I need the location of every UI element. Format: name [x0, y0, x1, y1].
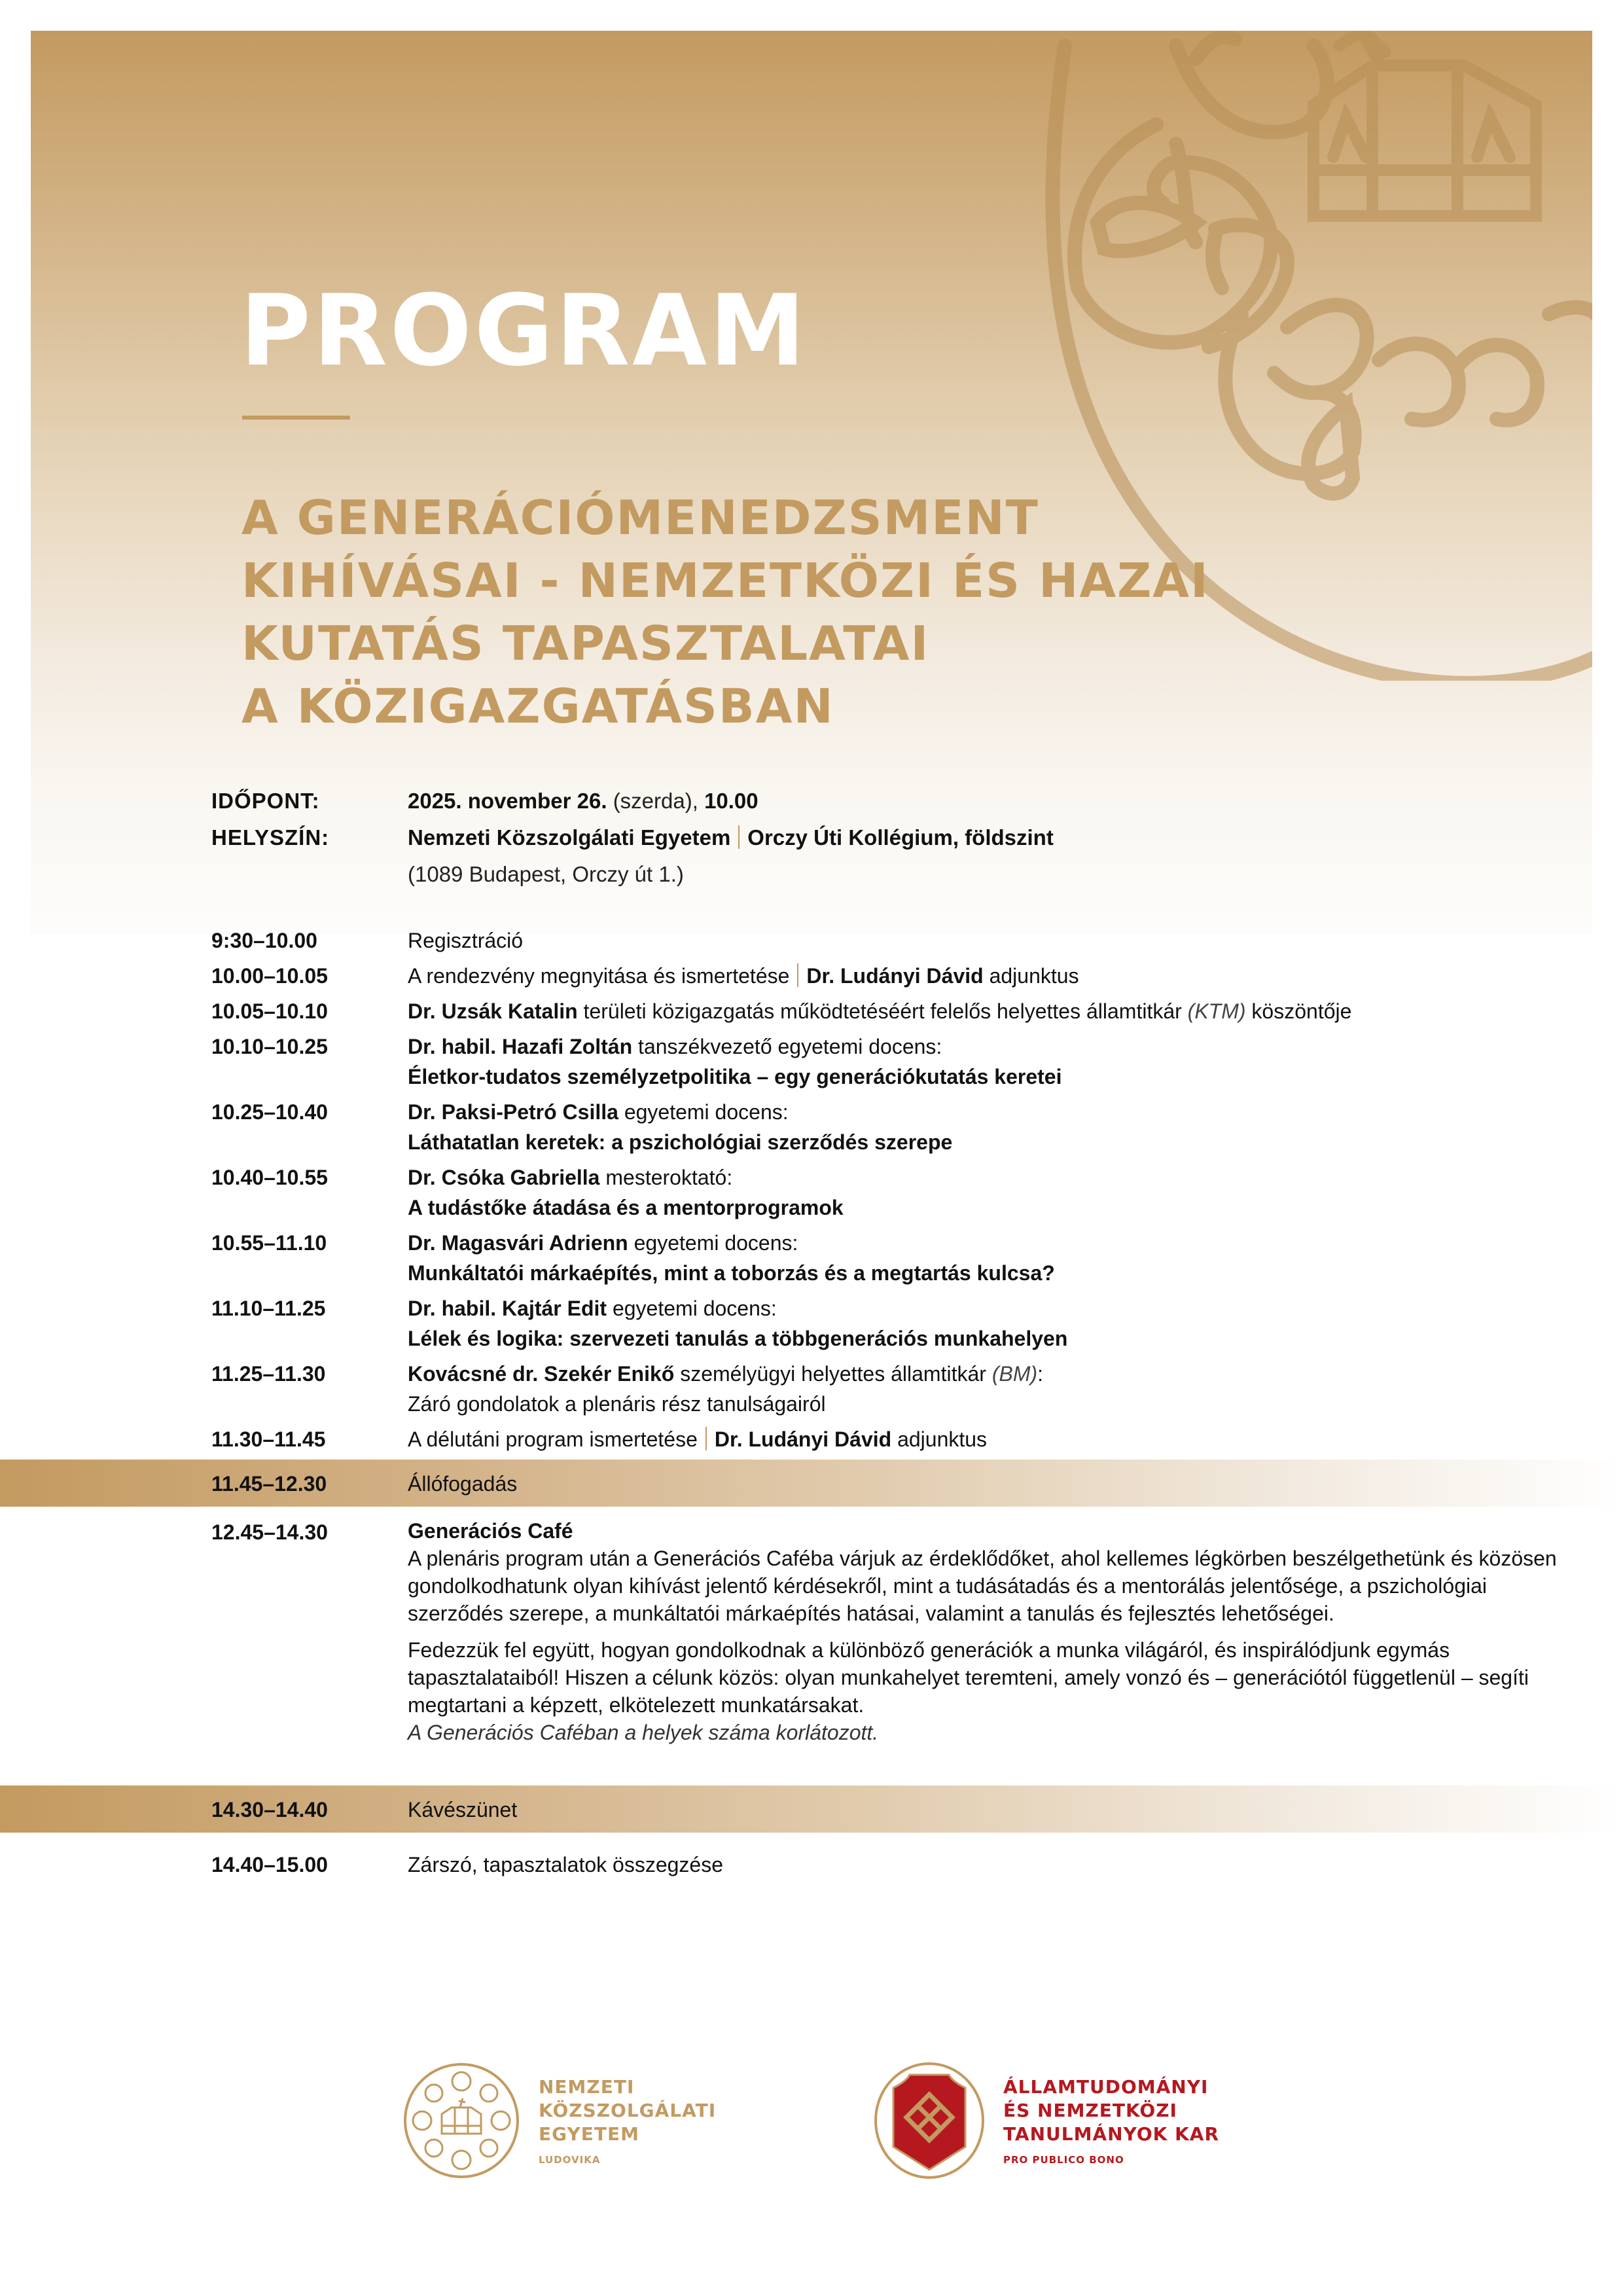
cafe-paragraph: A plenáris program után a Generációs Caféba várjuk az érdeklődőket, ahol kellemes légkörben beszélgethetünk és közösen gondolkodhatunk olyan kihívást jelentő kérdésekről, mint a tudásátadás és a mentorálás jelentősége, a pszichológiai szerződés szerepe, a munkáltatói márkaépítés hatásai, valamint a tanulás és fejlesztés lehetőségei. [408, 1547, 1557, 1625]
speaker-name: Dr. Paksi-Petró Csilla [408, 1100, 618, 1124]
speaker-name: Dr. Csóka Gabriella [408, 1166, 600, 1189]
speaker-org: (KTM) [1187, 999, 1246, 1023]
speaker-role: egyetemi docens: [633, 1231, 798, 1255]
logo-line: TANULMÁNYOK KAR [1003, 2123, 1220, 2145]
schedule-row [211, 1850, 723, 1880]
logo-line: ÁLLAMTUDOMÁNYI [1003, 2076, 1209, 2098]
schedule-row [211, 1097, 1573, 1157]
address-row [211, 862, 1054, 899]
speaker-role: mesteroktató: [605, 1166, 733, 1189]
nke-logo [402, 2062, 716, 2179]
venue-label: HELYSZÍN: [211, 825, 330, 850]
schedule-time: 10.05–10.10 [211, 999, 328, 1023]
schedule-time: 9:30–10.00 [211, 929, 317, 952]
date-row [211, 789, 1054, 825]
cafe-paragraph: Fedezzük fel együtt, hogyan gondolkodnak a különböző generációk a munka világáról, és inspirálódjunk egymás tapasztalataiból! Hiszen a célunk közös: olyan munkahelyet teremteni, amely vonzó és – generációtól függetlenül – segíti megtartani a képzett, elkötelezett munkatársakat. [408, 1638, 1529, 1717]
schedule-time: 11.10–11.25 [211, 1297, 326, 1320]
schedule-text: Zárszó, tapasztalatok összegzése [408, 1853, 724, 1876]
coffee-break-band [0, 1785, 1623, 1833]
event-title-line: A GENERÁCIÓMENEDZSMENT [241, 490, 1039, 545]
separator [797, 963, 798, 987]
event-info [211, 789, 1054, 899]
talk-topic: Munkáltatói márkaépítés, mint a toborzás és a megtartás kulcsa? [408, 1261, 1055, 1285]
nke-emblem-icon [402, 2062, 520, 2179]
talk-topic: Lélek és logika: szervezeti tanulás a többgenerációs munkahelyen [408, 1327, 1068, 1350]
speaker-role: területi közigazgatás működtetéséért felelős helyettes államtitkár [583, 999, 1182, 1023]
schedule-time: 10.55–11.10 [211, 1231, 327, 1255]
venue-row [211, 825, 1054, 862]
event-title-line: A KÖZIGAZGATÁSBAN [241, 679, 834, 734]
speaker-name: Dr. habil. Hazafi Zoltán [408, 1035, 633, 1058]
venue-address: (1089 Budapest, Orczy út 1.) [408, 862, 684, 886]
logo-line: ÉS NEMZETKÖZI [1003, 2100, 1177, 2121]
logo-line: NEMZETI [539, 2076, 635, 2098]
schedule [211, 925, 1573, 1460]
speaker-role: adjunktus [897, 1427, 988, 1451]
schedule-row [211, 925, 1573, 956]
talk-topic: A tudástőke átadása és a mentorprogramok [408, 1196, 844, 1219]
logo-subtitle: PRO PUBLICO BONO [1003, 2154, 1124, 2166]
logo-line: EGYETEM [539, 2123, 639, 2145]
schedule-text: A délutáni program ismertetése [408, 1427, 698, 1451]
schedule-row [211, 1293, 1573, 1354]
schedule-row [211, 1228, 1573, 1288]
faculty-logo [874, 2062, 1219, 2179]
schedule-time: 10.40–10.55 [211, 1166, 328, 1189]
event-title-line: KUTATÁS TAPASZTALATAI [241, 616, 930, 671]
schedule-time: 10.25–10.40 [211, 1100, 328, 1124]
schedule-row [211, 961, 1573, 991]
schedule-time: 12.45–14.30 [211, 1520, 328, 1544]
event-title [241, 486, 1209, 738]
schedule-time: 14.40–15.00 [211, 1853, 328, 1876]
separator [738, 825, 740, 849]
speaker-name: Dr. Magasvári Adrienn [408, 1231, 628, 1255]
schedule-row [211, 1031, 1573, 1092]
date-label: IDŐPONT: [211, 789, 320, 813]
schedule-time: 11.30–11.45 [211, 1427, 326, 1451]
speaker-role: adjunktus [989, 964, 1079, 988]
speaker-org: (BM) [991, 1362, 1038, 1386]
schedule-row [211, 996, 1573, 1026]
talk-topic: Életkor-tudatos személyzetpolitika – egy generációkutatás keretei [408, 1065, 1062, 1088]
event-title-line: KIHÍVÁSAI - NEMZETKÖZI ÉS HAZAI [241, 553, 1209, 608]
speaker-name: Dr. Uzsák Katalin [408, 999, 578, 1023]
logo-line: KÖZSZOLGÁLATI [539, 2100, 717, 2121]
speaker-name: Dr. habil. Kajtár Edit [408, 1297, 607, 1320]
schedule-row [211, 1162, 1573, 1223]
speaker-role: egyetemi docens: [612, 1297, 777, 1320]
schedule-time: 10.10–10.25 [211, 1035, 328, 1058]
talk-topic: Záró gondolatok a plenáris rész tanulságairól [408, 1392, 826, 1416]
schedule-time: 11.45–12.30 [211, 1472, 327, 1496]
schedule-suffix: köszöntője [1251, 999, 1352, 1023]
schedule-row [211, 1424, 1573, 1454]
schedule-text: Kávészünet [408, 1798, 518, 1821]
schedule-text: A rendezvény megnyitása és ismertetése [408, 964, 790, 988]
title-divider [242, 416, 350, 420]
date-value: 2025. november 26. (szerda), 10.00 [408, 789, 758, 813]
logo-subtitle: LUDOVIKA [539, 2154, 601, 2166]
speaker-role: egyetemi docens: [624, 1100, 789, 1124]
cafe-note: A Generációs Caféban a helyek száma korlátozott. [408, 1721, 879, 1744]
separator [705, 1427, 707, 1450]
schedule-text: Állófogadás [408, 1472, 518, 1496]
speaker-name: Kovácsné dr. Szekér Enikő [408, 1362, 675, 1386]
schedule-time: 14.30–14.40 [211, 1798, 328, 1821]
schedule-row: 11.25–11.30 Kovácsné dr. Szekér Enikő személyügyi helyettes államtitkár (BM): Záró gondolatok a plenáris rész tanulságairól [211, 1359, 1573, 1419]
schedule-text: Regisztráció [408, 929, 524, 952]
cafe-section [211, 1517, 1573, 1746]
page-title: PROGRAM [240, 274, 808, 388]
cafe-title: Generációs Café [408, 1519, 573, 1543]
shield-knot-icon [874, 2062, 985, 2179]
reception-band [0, 1460, 1623, 1507]
speaker-name: Dr. Ludányi Dávid [714, 1427, 892, 1451]
schedule-time: 11.25–11.30 [211, 1362, 326, 1386]
speaker-name: Dr. Ludányi Dávid [806, 964, 984, 988]
venue-value: Nemzeti Közszolgálati Egyetem Orczy Úti Kollégium, földszint [408, 825, 1054, 850]
speaker-role: személyügyi helyettes államtitkár [680, 1362, 986, 1386]
talk-topic: Láthatatlan keretek: a pszichológiai szerződés szerepe [408, 1130, 953, 1154]
schedule-time: 10.00–10.05 [211, 964, 328, 988]
speaker-role: tanszékvezető egyetemi docens: [638, 1035, 942, 1058]
